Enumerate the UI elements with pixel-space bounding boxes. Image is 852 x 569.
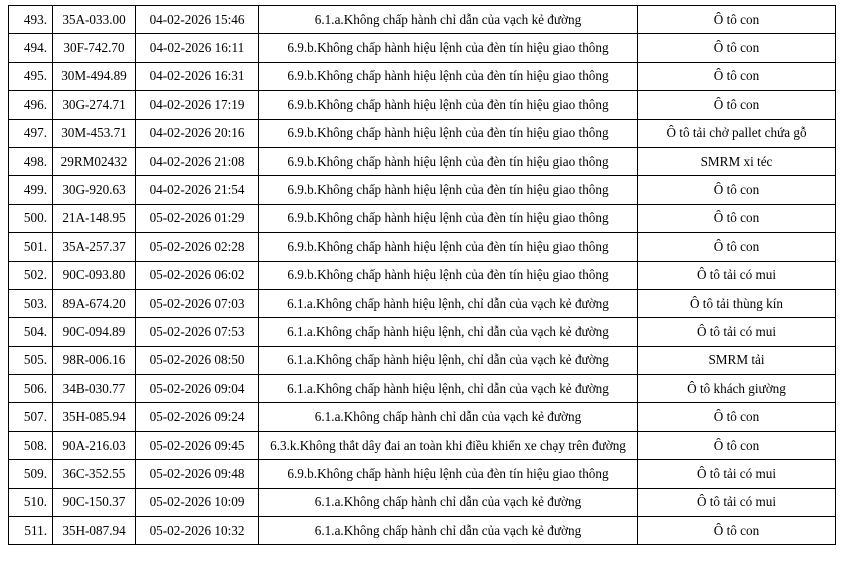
license-plate: 90C-094.89 (53, 318, 136, 346)
violation-description: 6.9.b.Không chấp hành hiệu lệnh của đèn tín hiệu giao thông (259, 34, 638, 62)
row-number: 506. (9, 375, 53, 403)
table-row (9, 460, 836, 488)
license-plate: 35H-085.94 (53, 403, 136, 431)
table-row (9, 261, 836, 289)
table-row (9, 119, 836, 147)
violation-description: 6.9.b.Không chấp hành hiệu lệnh của đèn tín hiệu giao thông (259, 204, 638, 232)
row-number: 495. (9, 62, 53, 90)
vehicle-type: Ô tô con (638, 34, 836, 62)
license-plate: 35A-257.37 (53, 233, 136, 261)
vehicle-type: Ô tô tải chở pallet chứa gỗ (638, 119, 836, 147)
table-row (9, 488, 836, 516)
vehicle-type: Ô tô tải thùng kín (638, 289, 836, 317)
violation-description: 6.1.a.Không chấp hành chỉ dẫn của vạch kẻ đường (259, 488, 638, 516)
table-row (9, 403, 836, 431)
violations-table-container (8, 5, 835, 545)
row-number: 498. (9, 147, 53, 175)
vehicle-type: Ô tô con (638, 233, 836, 261)
license-plate: 21A-148.95 (53, 204, 136, 232)
violation-description: 6.9.b.Không chấp hành hiệu lệnh của đèn tín hiệu giao thông (259, 91, 638, 119)
vehicle-type: Ô tô tải có mui (638, 261, 836, 289)
license-plate: 90C-093.80 (53, 261, 136, 289)
violation-time: 05-02-2026 06:02 (136, 261, 259, 289)
violation-time: 05-02-2026 09:48 (136, 460, 259, 488)
row-number: 510. (9, 488, 53, 516)
row-number: 511. (9, 517, 53, 545)
vehicle-type: Ô tô con (638, 431, 836, 459)
violation-time: 04-02-2026 16:11 (136, 34, 259, 62)
violation-description: 6.1.a.Không chấp hành chỉ dẫn của vạch kẻ đường (259, 517, 638, 545)
row-number: 501. (9, 233, 53, 261)
vehicle-type: Ô tô con (638, 176, 836, 204)
violation-description: 6.1.a.Không chấp hành chỉ dẫn của vạch kẻ đường (259, 6, 638, 34)
row-number: 507. (9, 403, 53, 431)
license-plate: 90C-150.37 (53, 488, 136, 516)
violation-description: 6.9.b.Không chấp hành hiệu lệnh của đèn tín hiệu giao thông (259, 261, 638, 289)
violation-time: 05-02-2026 07:53 (136, 318, 259, 346)
violation-time: 04-02-2026 17:19 (136, 91, 259, 119)
row-number: 497. (9, 119, 53, 147)
license-plate: 30M-494.89 (53, 62, 136, 90)
violation-description: 6.1.a.Không chấp hành hiệu lệnh, chỉ dẫn của vạch kẻ đường (259, 346, 638, 374)
violation-description: 6.1.a.Không chấp hành hiệu lệnh, chỉ dẫn của vạch kẻ đường (259, 318, 638, 346)
violation-time: 04-02-2026 16:31 (136, 62, 259, 90)
license-plate: 89A-674.20 (53, 289, 136, 317)
vehicle-type: SMRM tải (638, 346, 836, 374)
table-row (9, 6, 836, 34)
violation-time: 05-02-2026 01:29 (136, 204, 259, 232)
table-row (9, 91, 836, 119)
license-plate: 35H-087.94 (53, 517, 136, 545)
license-plate: 90A-216.03 (53, 431, 136, 459)
license-plate: 98R-006.16 (53, 346, 136, 374)
table-row (9, 431, 836, 459)
vehicle-type: Ô tô con (638, 91, 836, 119)
table-row (9, 62, 836, 90)
table-row (9, 318, 836, 346)
violation-description: 6.1.a.Không chấp hành hiệu lệnh, chỉ dẫn của vạch kẻ đường (259, 289, 638, 317)
row-number: 508. (9, 431, 53, 459)
license-plate: 30G-920.63 (53, 176, 136, 204)
vehicle-type: Ô tô con (638, 62, 836, 90)
violation-description: 6.9.b.Không chấp hành hiệu lệnh của đèn tín hiệu giao thông (259, 233, 638, 261)
vehicle-type: Ô tô con (638, 204, 836, 232)
table-row (9, 147, 836, 175)
table-row (9, 289, 836, 317)
table-row (9, 34, 836, 62)
violation-description: 6.9.b.Không chấp hành hiệu lệnh của đèn tín hiệu giao thông (259, 119, 638, 147)
violation-description: 6.9.b.Không chấp hành hiệu lệnh của đèn tín hiệu giao thông (259, 176, 638, 204)
row-number: 504. (9, 318, 53, 346)
row-number: 505. (9, 346, 53, 374)
violation-time: 05-02-2026 08:50 (136, 346, 259, 374)
license-plate: 30F-742.70 (53, 34, 136, 62)
table-row (9, 346, 836, 374)
vehicle-type: Ô tô tải có mui (638, 318, 836, 346)
violation-time: 05-02-2026 09:45 (136, 431, 259, 459)
violation-time: 05-02-2026 07:03 (136, 289, 259, 317)
violations-table (8, 5, 836, 545)
vehicle-type: SMRM xi téc (638, 147, 836, 175)
table-row (9, 233, 836, 261)
table-row (9, 204, 836, 232)
vehicle-type: Ô tô khách giường (638, 375, 836, 403)
violation-description: 6.9.b.Không chấp hành hiệu lệnh của đèn tín hiệu giao thông (259, 147, 638, 175)
vehicle-type: Ô tô tải có mui (638, 488, 836, 516)
license-plate: 29RM02432 (53, 147, 136, 175)
row-number: 494. (9, 34, 53, 62)
vehicle-type: Ô tô con (638, 403, 836, 431)
table-row (9, 375, 836, 403)
violation-time: 05-02-2026 10:09 (136, 488, 259, 516)
license-plate: 34B-030.77 (53, 375, 136, 403)
violation-time: 04-02-2026 21:54 (136, 176, 259, 204)
row-number: 499. (9, 176, 53, 204)
violation-time: 04-02-2026 15:46 (136, 6, 259, 34)
license-plate: 30G-274.71 (53, 91, 136, 119)
vehicle-type: Ô tô tải có mui (638, 460, 836, 488)
violation-time: 05-02-2026 10:32 (136, 517, 259, 545)
vehicle-type: Ô tô con (638, 6, 836, 34)
violation-description: 6.1.a.Không chấp hành chỉ dẫn của vạch kẻ đường (259, 403, 638, 431)
license-plate: 30M-453.71 (53, 119, 136, 147)
violation-time: 05-02-2026 02:28 (136, 233, 259, 261)
row-number: 503. (9, 289, 53, 317)
table-body (9, 6, 836, 545)
row-number: 509. (9, 460, 53, 488)
violation-description: 6.1.a.Không chấp hành hiệu lệnh, chỉ dẫn của vạch kẻ đường (259, 375, 638, 403)
row-number: 496. (9, 91, 53, 119)
violation-time: 04-02-2026 21:08 (136, 147, 259, 175)
violation-description: 6.3.k.Không thắt dây đai an toàn khi điều khiển xe chạy trên đường (259, 431, 638, 459)
row-number: 493. (9, 6, 53, 34)
violation-description: 6.9.b.Không chấp hành hiệu lệnh của đèn tín hiệu giao thông (259, 62, 638, 90)
violation-time: 05-02-2026 09:24 (136, 403, 259, 431)
violation-time: 05-02-2026 09:04 (136, 375, 259, 403)
license-plate: 35A-033.00 (53, 6, 136, 34)
row-number: 502. (9, 261, 53, 289)
violation-time: 04-02-2026 20:16 (136, 119, 259, 147)
license-plate: 36C-352.55 (53, 460, 136, 488)
vehicle-type: Ô tô con (638, 517, 836, 545)
row-number: 500. (9, 204, 53, 232)
table-row (9, 517, 836, 545)
table-row (9, 176, 836, 204)
violation-description: 6.9.b.Không chấp hành hiệu lệnh của đèn tín hiệu giao thông (259, 460, 638, 488)
